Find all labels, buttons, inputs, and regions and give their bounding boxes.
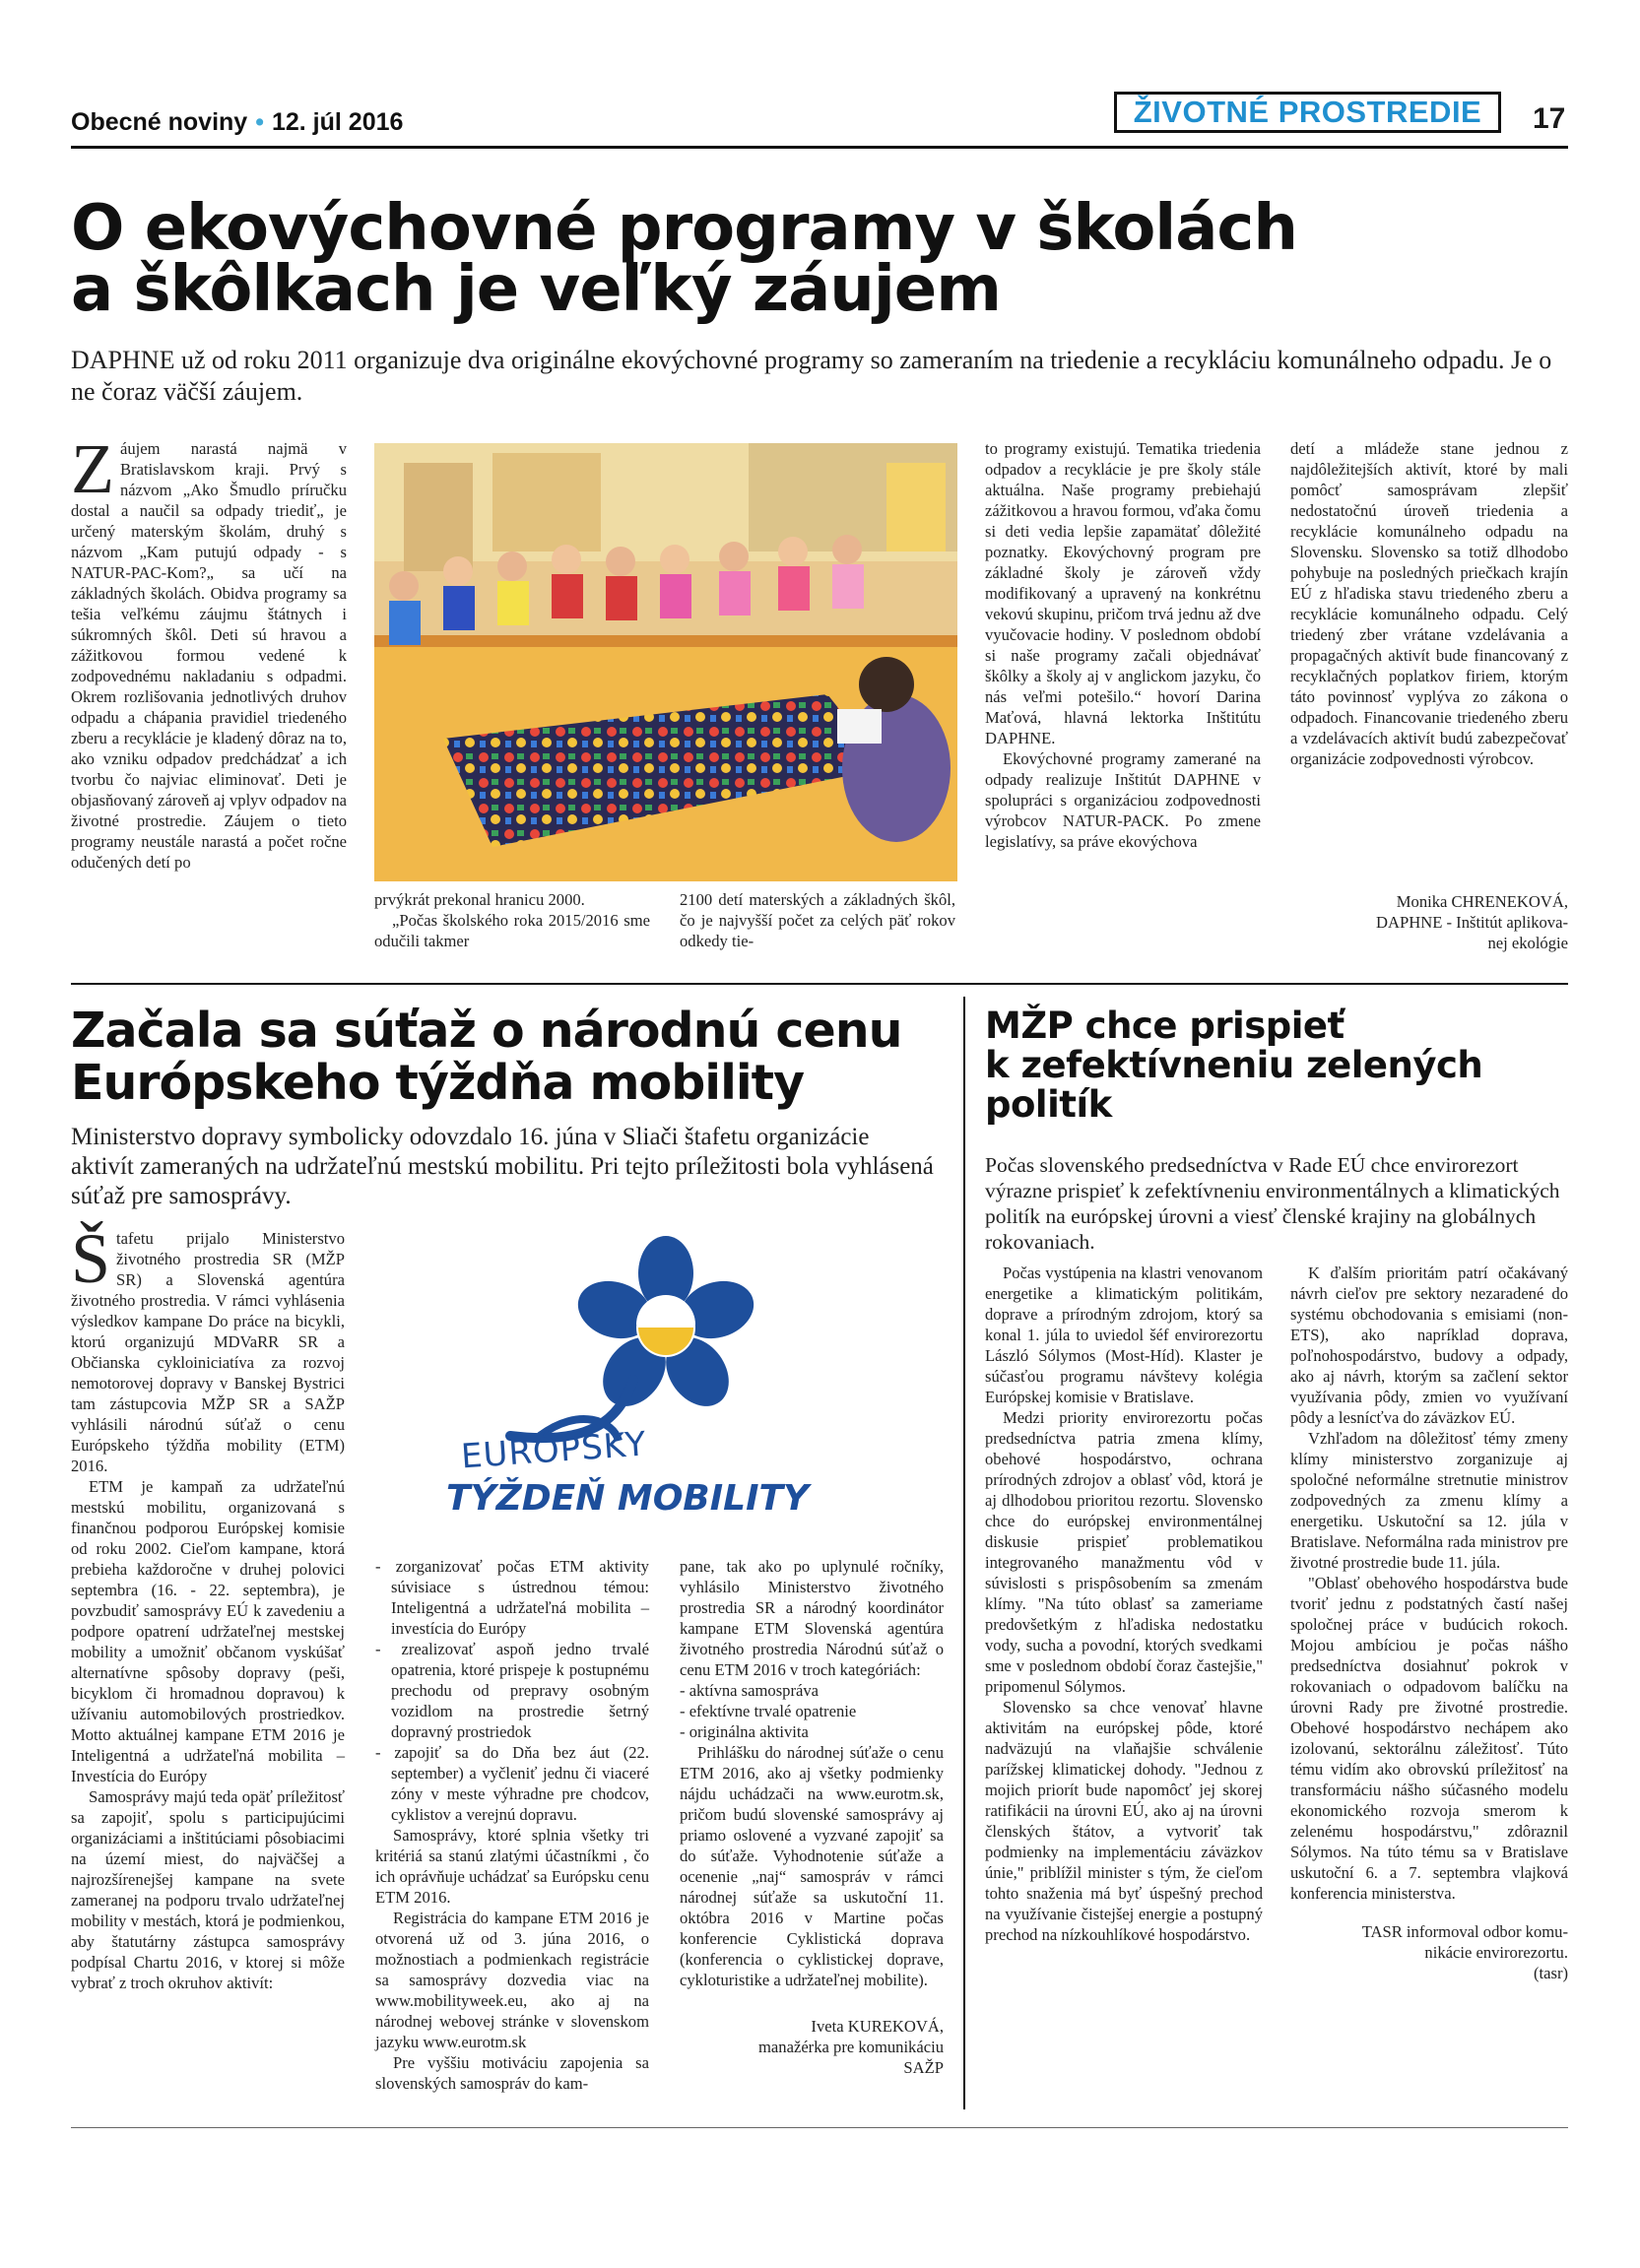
article1-title xyxy=(71,192,1297,326)
article2-title-line2: Európskeho týždňa mobility xyxy=(71,1055,805,1111)
article2-col2-p4: Pre vyššiu motiváciu zapojenia sa slovenských samospráv do kam- xyxy=(375,2053,649,2093)
article1-title-line2: a škôlkach je veľký záujem xyxy=(71,253,1001,326)
list-item: - aktívna samospráva xyxy=(680,1680,944,1701)
article2-author-role1: manažérka pre komunikáciu xyxy=(758,2038,944,2056)
article1-column1 xyxy=(71,429,347,873)
article1-dropcap: Z xyxy=(71,429,114,508)
footer-rule xyxy=(71,2127,1568,2128)
article1-signature xyxy=(1290,891,1568,953)
article2-col2-p3: Registrácia do kampane ETM 2016 je otvorená už od 3. júna 2016, o možnostiach a podmienkach registrácie sa samosprávy dozvedia viac na www.mobilityweek.eu, ako aj na národnej webovej stránke v slovenskom jazyku www.eurotm.sk xyxy=(375,1909,649,2051)
article2-dropcap: Š xyxy=(71,1219,111,1298)
header-rule xyxy=(71,146,1568,149)
article1-col2-text-a: prvýkrát prekonal hranicu 2000. xyxy=(374,890,585,909)
article2-title-line1: Začala sa súťaž o národnú cenu xyxy=(71,1003,902,1059)
article3-col1-p2: Medzi priority envirorezortu počas predsedníctva patria zmena klímy, obehové hospodárstvo, ochrana prírodných zdrojov a oblasť vôd, ktorá je aj dlhodobou prioritou rezortu. Slovensko chce do európskej environmentálnej diskusie prispieť problematikou integrovaného manažmentu vôd v súvislosti s prispôsobením sa zmenám klímy. "Na túto oblasť sa zameriame predovšetkým z hľadiska nedostatku vody, sucha a povodní, ktorých svedkami sme v poslednom období čoraz častejšie," pripomenul Sólymos. xyxy=(985,1408,1263,1696)
article2-author: Iveta KUREKOVÁ, xyxy=(811,2017,944,2036)
article1-column5 xyxy=(1290,438,1568,769)
list-item: - originálna aktivita xyxy=(680,1721,944,1742)
etm-logo xyxy=(431,1234,845,1549)
section-tag: ŽIVOTNÉ PROSTREDIE xyxy=(1114,92,1501,133)
separator-dot: • xyxy=(255,108,264,136)
article3-title-line1: MŽP chce prispieť xyxy=(985,1004,1345,1047)
article1-column4 xyxy=(985,438,1261,852)
article3-column2 xyxy=(1290,1263,1568,1983)
article2-col2-p2: Samosprávy, ktoré splnia všetky tri kritériá sa stanú zlatými účastníkmi , čo ich oprávňuje uchádzať sa Európsku cenu ETM 2016. xyxy=(375,1826,649,1907)
article2-category-list xyxy=(680,1680,944,1742)
article2-author-role2: SAŽP xyxy=(903,2058,944,2077)
masthead xyxy=(71,108,403,137)
article2-column3 xyxy=(680,1556,944,2078)
article2-activity-list xyxy=(375,1556,649,1825)
article3-title-line2: k zefektívneniu zelených xyxy=(985,1044,1483,1086)
article1-column2 xyxy=(374,889,650,951)
list-item: - zrealizovať aspoň jedno trvalé opatrenia, ktoré prispeje k postupnému prechodu od prepravy osobným vozidlom na prostredie šetrný dopravný prostriedok xyxy=(375,1639,649,1742)
article1-author-org1: DAPHNE - Inštitút aplikova- xyxy=(1376,913,1568,932)
logo-text-line2: TÝŽDEŇ MOBILITY xyxy=(446,1478,810,1519)
article3-credit-line3: (tasr) xyxy=(1533,1964,1568,1982)
article1-author-org2: nej ekológie xyxy=(1487,934,1568,952)
article2-lead: Ministerstvo dopravy symbolicky odovzdalo 16. júna v Sliači štafetu organizácie aktivít zameraných na udržateľnú mestskú mobilitu. Pri tejto príležitosti bola vyhlásená súťaž pre samosprávy. xyxy=(71,1124,934,1209)
article2-title xyxy=(71,1004,901,1109)
column-divider xyxy=(963,997,965,2109)
article3-credit xyxy=(1290,1921,1568,1983)
article2-col1-p3: Samosprávy majú teda opäť príležitosť sa zapojiť, spolu s participujúcimi organizáciami a inštitúciami pôsobiacimi na území miest, do najväčšej a najrozšírenejšej kampane na svete zameranej na podporu trvalo udržateľnej mobility v mestách, ktorá je podmienkou, aby štatutárny zástupca samosprávy podpísal Chartu 2016, v ktorej si môže vybrať z troch okruhov aktivít: xyxy=(71,1787,345,1992)
article3-col2-p3: "Oblasť obehového hospodárstva bude tvoriť jednu z podstatných častí našej spoločnej práce v budúcich rokoch. Mojou ambíciou je počas nášho predsedníctva dosiahnuť pokrok v rokovaniach o odpadovom balíčku na úrovni Rady pre životné prostredie. Obehové hospodárstvo nechápem ako izolovanú, sektorálnu záležitosť. Túto tému vidím ako obrovskú príležitosť na transformáciu nášho súčasného modelu ekonomického rozvoja smerom k zelenému hospodárstvu," zdôraznil Sólymos. Na túto tému sa v Bratislave uskutoční 6. a 7. septembra vlajková konferencia ministerstva. xyxy=(1290,1574,1568,1903)
article2-col3-p1: pane, tak ako po uplynulé ročníky, vyhlásilo Ministerstvo životného prostredia SR a národný koordinátor kampane ETM Slovenská agentúra životného prostredia Národnú súťaž o cenu ETM 2016 v troch kategóriách: xyxy=(680,1557,944,1679)
article3-title xyxy=(985,1006,1482,1125)
article3-credit-line2: nikácie envirorezortu. xyxy=(1424,1943,1568,1962)
article1-divider xyxy=(71,983,1568,985)
article1-col4-text-a: to programy existujú. Tematika triedenia odpadov a recyklácie je pre školy stále aktuálna. Naše programy prebiehajú zážitkovou a hravou formou, vďaka čomu si deti vedia lepšie zapamätať dôležité poznatky. Ekovýchovný program pre základné školy je zároveň vždy modifikovaný a upravený na konkrétnu vekovú skupinu, pričom trvá jednu až dve vyučovacie hodiny. V poslednom období si naše programy začali objednávať škôlky a školy aj v anglickom jazyku, čo nás veľmi potešilo.“ hovorí Darina Maťová, hlavná lektorka Inštitútu DAPHNE. xyxy=(985,439,1261,747)
article2-column1 xyxy=(71,1219,345,1993)
article3-column1 xyxy=(985,1263,1263,1945)
kindergarten-class-photo xyxy=(374,443,957,881)
list-item: - zapojiť sa do Dňa bez áut (22. september) a vyčleniť jednu či viaceré zóny v meste výhradne pre chodcov, cyklistov a verejnú dopravu. xyxy=(375,1742,649,1825)
article2-col3-p2: Prihlášku do národnej súťaže o cenu ETM 2016, ako aj všetky podmienky nájdu uchádzači na www.eurotm.sk, pričom budú slovenské samosprávy aj priamo oslovené a vyzvané zapojiť sa do súťaže. Vyhodnotenie súťaže a ocenenie „naj“ samospráv v rámci národnej súťaže sa uskutoční 11. októbra 2016 v Martine počas konferencie Cyklistická doprava (konferencia o cyklistickej doprave, cykloturistike a udržateľnej mobilite). xyxy=(680,1743,944,1989)
article1-column3 xyxy=(680,889,955,951)
article1-col2-text-b: „Počas školského roka 2015/2016 sme odučili takmer xyxy=(374,911,650,950)
article1-lead: DAPHNE už od roku 2011 organizuje dva originálne ekovýchovné programy so zameraním na triedenie a recykláciu komunálneho odpadu. Je o ne čoraz väčší záujem. xyxy=(71,346,1552,406)
article1-col3-text: 2100 detí materských a základných škôl, čo je najvyšší počet za celých päť rokov odkedy tie- xyxy=(680,890,955,950)
article1-author: Monika CHRENEKOVÁ, xyxy=(1396,892,1568,911)
article1-col1-text: áujem narastá najmä v Bratislavskom kraji. Prvý s názvom „Ako Šmudlo príručku dostal a naučil sa odpady triediť„ je určený materským školám, druhý s názvom „Kam putujú odpady - s NATUR-PAC-Kom?„ sa učí na základných školách. Obidva programy sa tešia veľkému záujmu štátnych i súkromných škôl. Deti sú hravou a zážitkovou formou vedené k zodpovednému nakladaniu s odpadmi. Okrem rozlišovania jednotlivých druhov odpadu a chápania pravidiel triedeného zberu a recyklácie je kladený dôraz na to, ako vzniku odpadov predchádzať a ich tvorbu čo najviac eliminovať. Deti je objasňovaný zároveň aj vplyv odpadov na životné prostredie. Záujem o tieto programy neustále narastá a počet ročne odučených detí po xyxy=(71,439,347,872)
article1-col4-text-b: Ekovýchovné programy zamerané na odpady realizuje Inštitút DAPHNE v spolupráci s organizáciou zodpovednosti výrobcov NATUR-PACK. Po zmene legislatívy, sa práve ekovýchova xyxy=(985,749,1261,851)
article1-photo xyxy=(374,443,957,881)
publication-name: Obecné noviny xyxy=(71,108,248,136)
issue-date: 12. júl 2016 xyxy=(271,108,404,136)
list-item: - zorganizovať počas ETM aktivity súvisiace s ústrednou témou: Inteligentná a udržateľná mobilita – investícia do Európy xyxy=(375,1556,649,1639)
article3-col1-p1: Počas vystúpenia na klastri venovanom energetike a klimatickým politikám, doprave a prírodným zdrojom, ktorý sa konal 1. júla to uviedol šéf envirorezortu László Sólymos (Most-Híd). Klaster je súčasťou programu návštevy kolégia Európskej komisie v Bratislave. xyxy=(985,1264,1263,1406)
article3-title-line3: politík xyxy=(985,1083,1112,1126)
article2-signature xyxy=(680,2016,944,2078)
article3-col1-p3: Slovensko sa chce venovať hlavne aktivitám na európskej pôde, ktoré nadväzujú na vlaňajšie schválenie parížskej klimatickej dohody. "Jednou z mojich priorít bude napomôcť jej skorej ratifikácii na úrovni EÚ, ako aj na úrovni členských štátov, a vytvoriť tak podmienky na implementáciu záväzkov únie," priblížil minister s tým, že cieľom tohto snaženia má byť úspešný prechod na využívanie čistejšej energie a postupný prechod na nízkouhlíkové hospodárstvo. xyxy=(985,1698,1263,1944)
article3-lead: Počas slovenského predsedníctva v Rade EÚ chce envirorezort výrazne prispieť k zefektívneniu environmentálnych a klimatických politík na európskej úrovni a viesť členské krajiny na globálnych rokovaniach. xyxy=(985,1153,1560,1254)
article1-col5-text: detí a mládeže stane jednou z najdôležitejších aktivít, ktoré by mali pomôcť samosprávam zlepšiť nedostatočnú úroveň triedenia a recyklácie komunálneho odpadu na Slovensku. Slovensko sa totiž dlhodobo pohybuje na posledných priečkach krajín EÚ z hľadiska stavu triedeného zberu a recyklácie komunálneho odpadu. Celý triedený zber vrátane vzdelávania a propagačných aktivít bude financovaný z recyklačných poplatkov firiem, ktorým táto povinnosť vyplýva zo zákona o odpadoch. Financovanie triedeného zberu a vzdelávacích aktivít budú zabezpečovať organizácie zodpovednosti výrobcov. xyxy=(1290,439,1568,768)
article2-column2 xyxy=(375,1556,649,2094)
article1-title-line1: O ekovýchovné programy v školách xyxy=(71,192,1297,265)
list-item: - efektívne trvalé opatrenie xyxy=(680,1701,944,1721)
article3-credit-line1: TASR informoval odbor komu- xyxy=(1361,1922,1568,1941)
page-number: 17 xyxy=(1533,102,1566,135)
logo-text-line1: EURÓPSKY xyxy=(459,1424,648,1477)
article3-col2-p2: Vzhľadom na dôležitosť témy zmeny klímy ministerstvo zorganizuje aj spoločné neformálne stretnutie ministrov zodpovedných za zmenu klímy a energetiku. Uskutoční sa 12. júla v Bratislave. Neformálna rada ministrov pre životné prostredie bude 11. júla. xyxy=(1290,1429,1568,1572)
article2-col1-p2: ETM je kampaň za udržateľnú mestskú mobilitu, organizovaná s finančnou podporou Európskej komisie od roku 2002. Cieľom kampane, ktorá prebieha každoročne v druhej polovici septembra (16. - 22. septembra), je povzbudiť samosprávy EÚ k zavedeniu a podpore opatrení udržateľnej mestskej mobility a umožniť občanom vyskúšať alternatívne spôsoby dopravy (peši, bicyklom či hromadnou dopravou) k užívaniu automobilových prostriedkov. Motto aktuálnej kampane ETM 2016 je Inteligentná a udržateľná mobilita – Investícia do Európy xyxy=(71,1477,345,1785)
article2-col1-text: tafetu prijalo Ministerstvo životného prostredia SR (MŽP SR) a Slovenská agentúra životného prostredia. V rámci vyhlásenia výsledkov kampane Do práce na bicykli, ktorú organizujú MDVaRR SR a Občianska cykloiniciatíva za rozvoj nemotorovej dopravy v Banskej Bystrici tam zástupcovia MŽP SR a SAŽP vyhlásili národnú súťaž o cenu Európskeho týždňa mobility (ETM) 2016. xyxy=(71,1229,345,1475)
article3-col2-p1: K ďalším prioritám patrí očakávaný návrh cieľov pre sektory nezaradené do systému obchodovania s emisiami (non-ETS), ako napríklad doprava, poľnohospodárstvo, budovy a odpady, ako aj návrh, ktorým sa začlení sektor využívania pôdy, zmien vo využívaní pôdy a lesnícťva do záväzkov EÚ. xyxy=(1290,1264,1568,1427)
